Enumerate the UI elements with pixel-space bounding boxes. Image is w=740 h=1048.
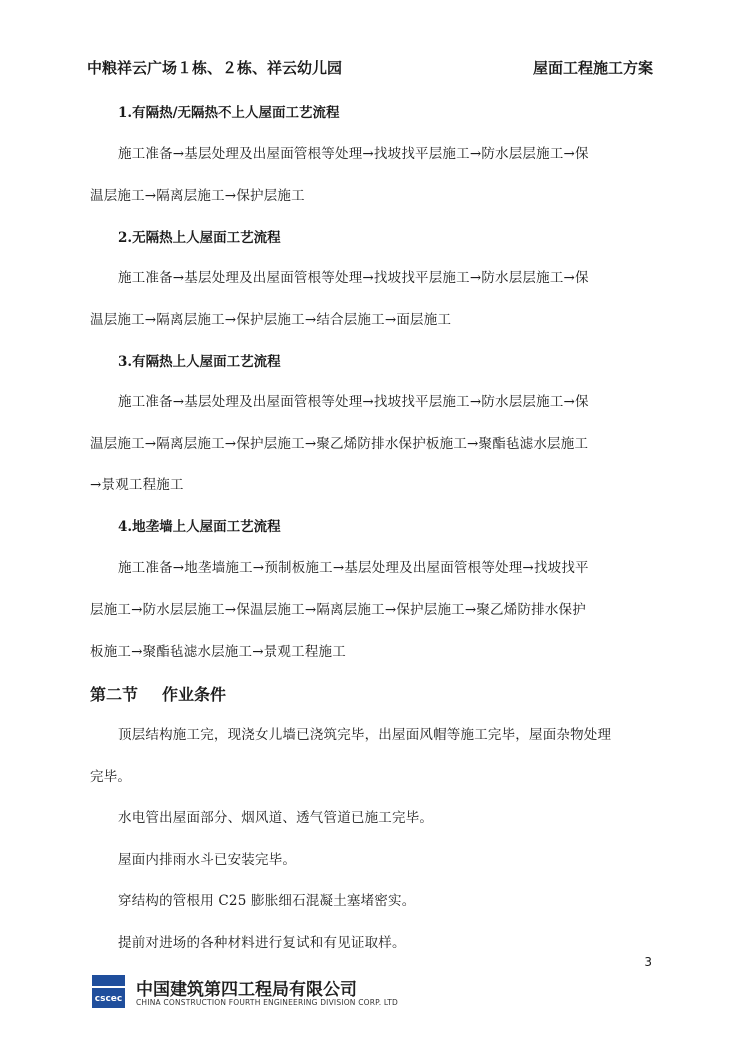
page-number: 3 bbox=[644, 955, 652, 969]
paragraph-line: 水电管出屋面部分、烟风道、透气管道已施工完毕。 bbox=[118, 810, 434, 826]
section-heading bbox=[90, 682, 226, 705]
document-title: 屋面工程施工方案 bbox=[532, 59, 653, 77]
paragraph-line: 穿结构的管根用 C25 膨胀细石混凝土塞堵密实。 bbox=[118, 893, 416, 909]
paragraph-line: 板施工→聚酯毡滤水层施工→景观工程施工 bbox=[90, 644, 346, 660]
paragraph-line: 温层施工→隔离层施工→保护层施工 bbox=[90, 188, 305, 204]
company-name-en: CHINA CONSTRUCTION FOURTH ENGINEERING DIVISION CORP. LTD bbox=[136, 998, 398, 1007]
paragraph-line: 顶层结构施工完，现浇女儿墙已浇筑完毕，出屋面风帽等施工完毕，屋面杂物处理 bbox=[118, 727, 612, 743]
process-heading-1: 1.有隔热/无隔热不上人屋面工艺流程 bbox=[118, 105, 340, 121]
section-label: 第二节 bbox=[90, 685, 139, 704]
section-title: 作业条件 bbox=[162, 685, 227, 704]
logo-lettering: cscec bbox=[94, 994, 123, 1004]
process-heading-4: 4.地垄墙上人屋面工艺流程 bbox=[118, 519, 281, 535]
process-heading-2: 2.无隔热上人屋面工艺流程 bbox=[118, 230, 281, 246]
paragraph-line: 屋面内排雨水斗已安装完毕。 bbox=[118, 852, 297, 868]
company-name-cn: 中国建筑第四工程局有限公司 bbox=[136, 980, 357, 1000]
paragraph-line: 施工准备→基层处理及出屋面管根等处理→找坡找平层施工→防水层层施工→保 bbox=[118, 394, 589, 410]
paragraph-line: 施工准备→地垄墙施工→预制板施工→基层处理及出屋面管根等处理→找坡找平 bbox=[118, 560, 589, 576]
project-name: 中粮祥云广场１栋、２栋、祥云幼儿园 bbox=[87, 59, 343, 77]
paragraph-line: 完毕。 bbox=[90, 769, 132, 785]
process-heading-3: 3.有隔热上人屋面工艺流程 bbox=[118, 354, 281, 370]
paragraph-line: 施工准备→基层处理及出屋面管根等处理→找坡找平层施工→防水层层施工→保 bbox=[118, 270, 589, 286]
company-logo-icon bbox=[92, 975, 125, 1008]
paragraph-line: 提前对进场的各种材料进行复试和有见证取样。 bbox=[118, 935, 406, 951]
paragraph-line: 层施工→防水层层施工→保温层施工→隔离层施工→保护层施工→聚乙烯防排水保护 bbox=[90, 602, 586, 618]
paragraph-line: →景观工程施工 bbox=[90, 477, 184, 493]
page-header bbox=[87, 57, 653, 79]
paragraph-line: 施工准备→基层处理及出屋面管根等处理→找坡找平层施工→防水层层施工→保 bbox=[118, 146, 589, 162]
paragraph-line: 温层施工→隔离层施工→保护层施工→聚乙烯防排水保护板施工→聚酯毡滤水层施工 bbox=[90, 436, 589, 452]
paragraph-line: 温层施工→隔离层施工→保护层施工→结合层施工→面层施工 bbox=[90, 312, 452, 328]
